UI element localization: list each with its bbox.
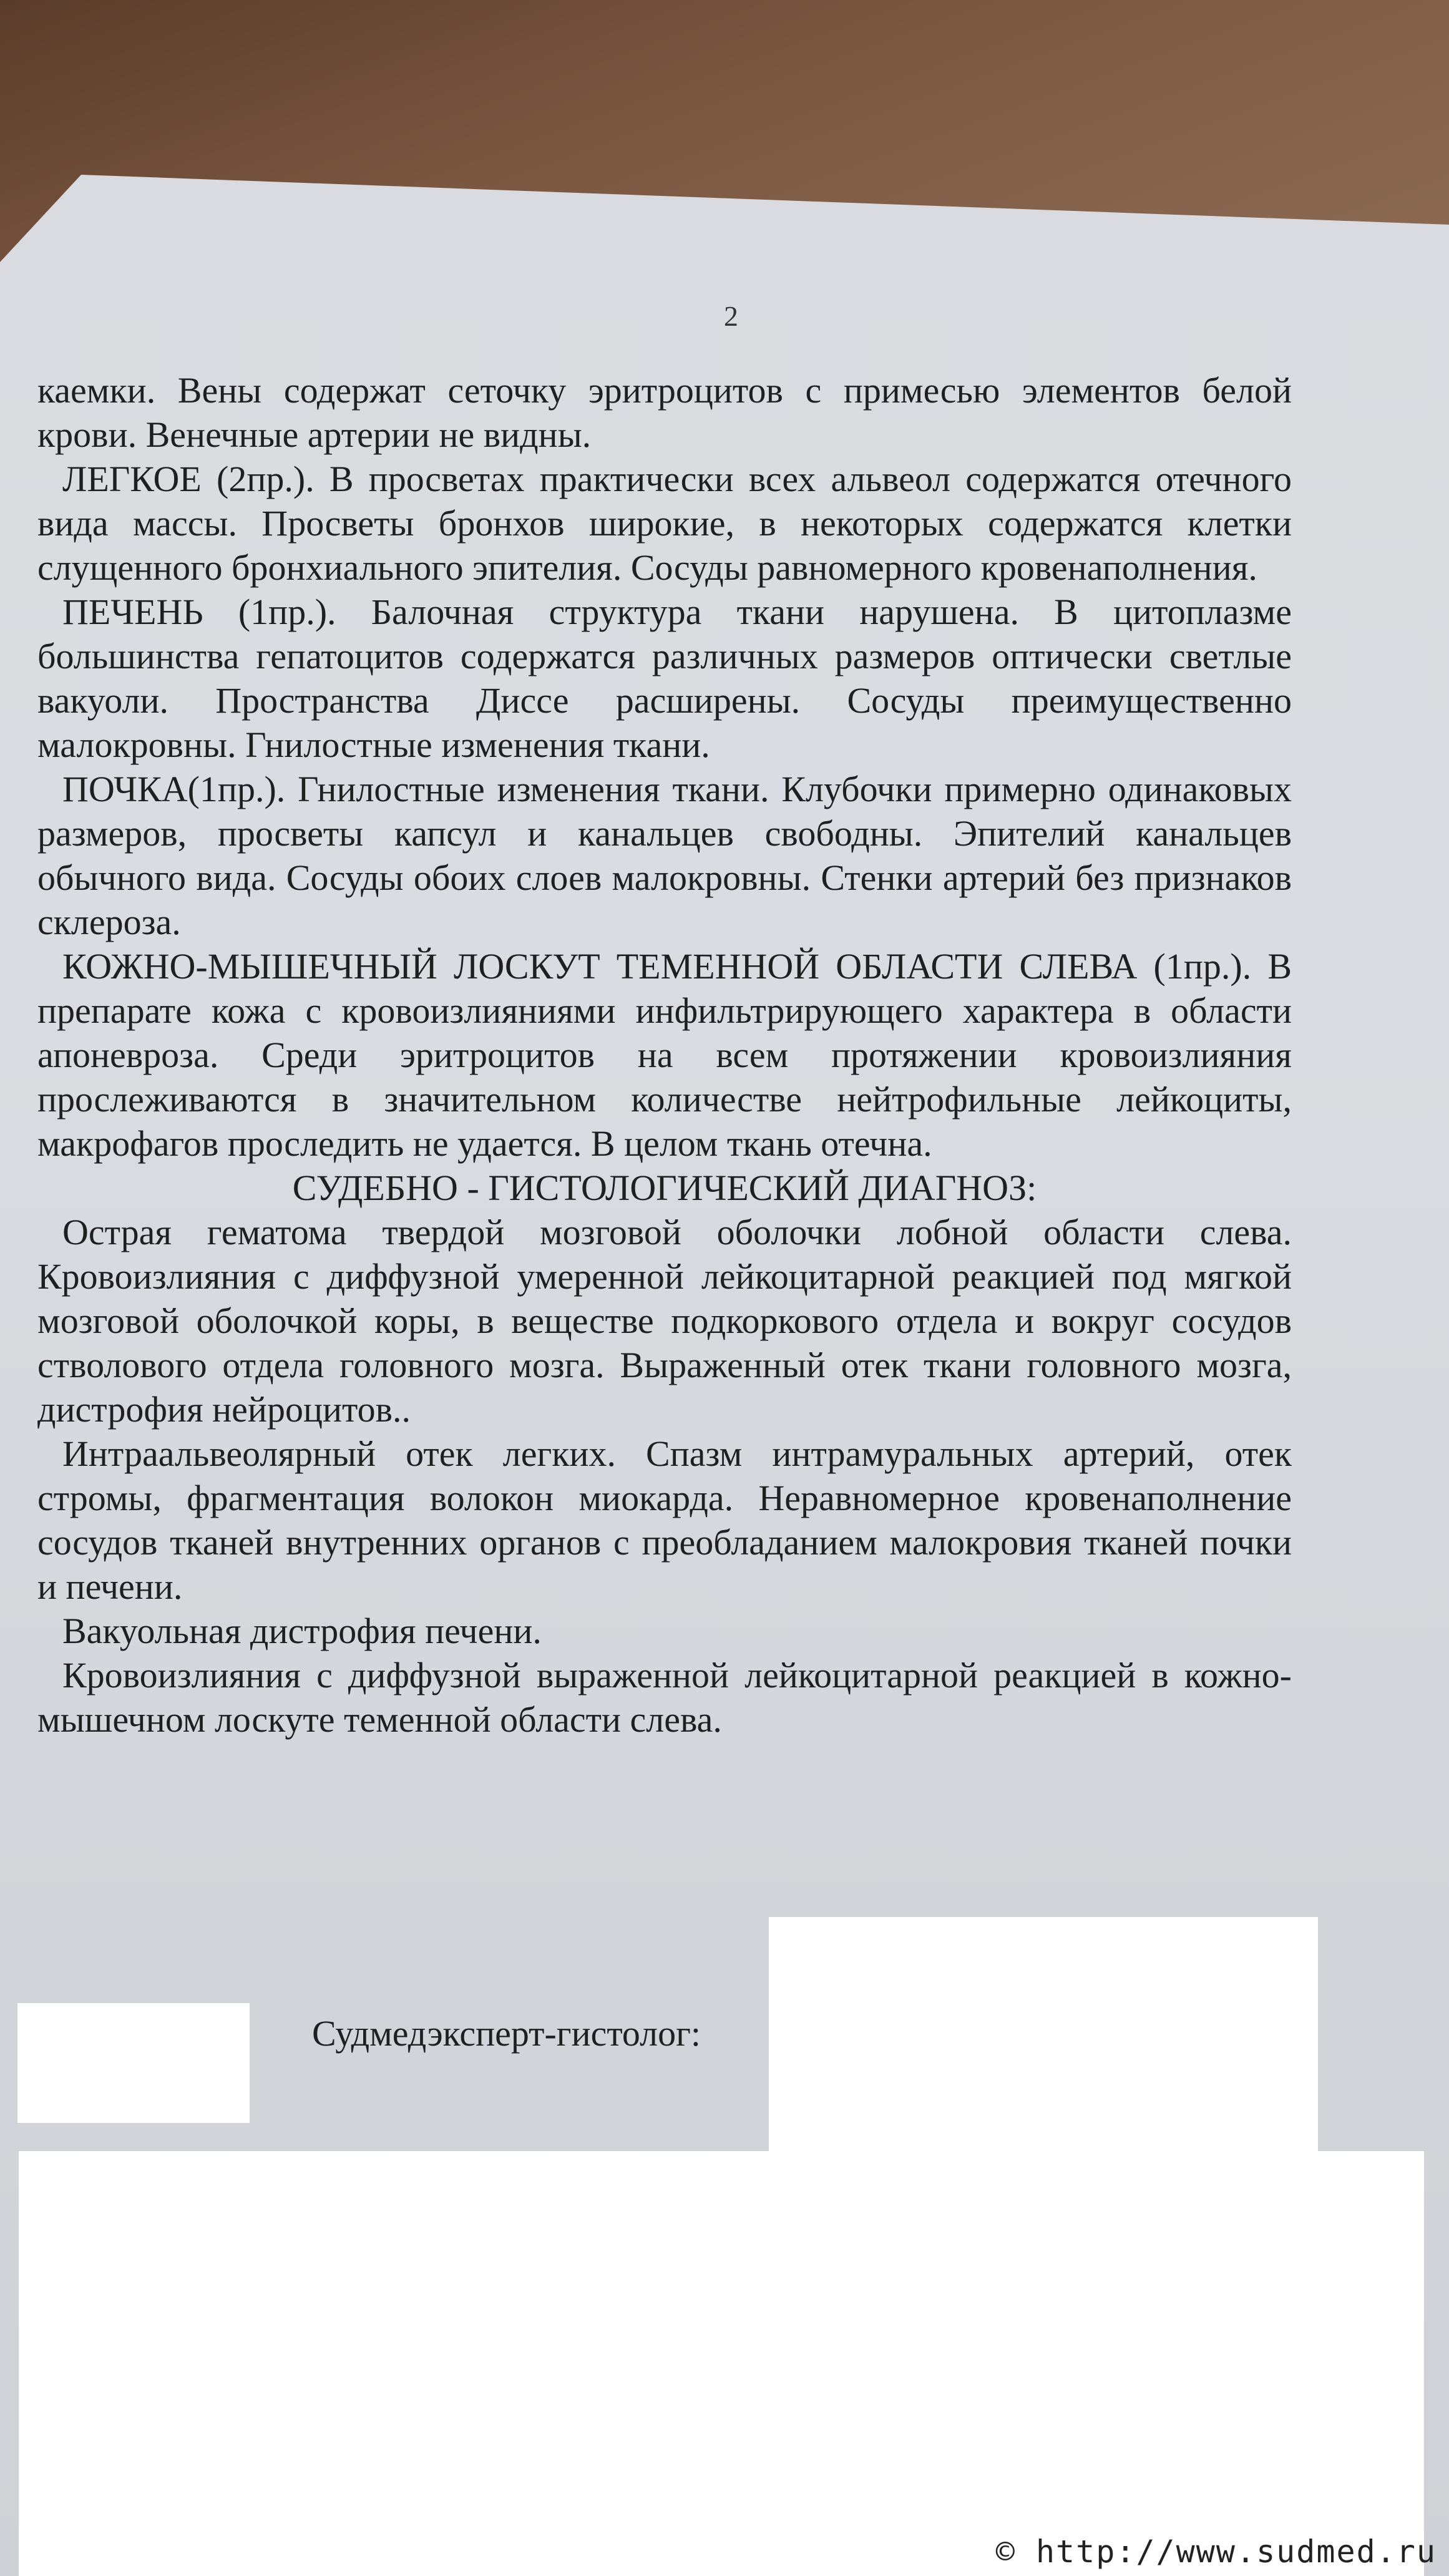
paragraph-kidney: ПОЧКА(1пр.). Гнилостные изменения ткани. Клубочки примерно одинаковых размеров, просветы капсул и канальцев свободны. Эпителий канальцев обычного вида. Сосуды обоих слоев малокровны. Стенки артерий без признаков склероза.	[37, 769, 1292, 942]
diagnosis-brain: Острая гематома твердой мозговой оболочки лобной области слева. Кровоизлияния с диффузной умеренной лейкоцитарной реакцией под мягкой мозговой оболочкой коры, в веществе подкоркового отдела и вокруг сосудов стволового отдела головного мозга. Выраженный отек ткани головного мозга, дистрофия нейроцитов..	[37, 1212, 1292, 1430]
watermark: © http://www.sudmed.ru	[995, 2534, 1437, 2570]
redaction-box-bottom	[19, 2151, 1424, 2576]
redaction-box-left	[17, 2003, 250, 2123]
diagnosis-organs: Интраальвеолярный отек легких. Спазм интрамуральных артерий, отек стромы, фрагментация волокон миокарда. Неравномерное кровенаполнение сосудов тканей внутренних органов с преобладанием малокровия тканей почки и печени.	[37, 1433, 1292, 1607]
redaction-box-right	[769, 1917, 1318, 2151]
findings-section	[37, 368, 1292, 1742]
paragraph-lung: ЛЕГКОЕ (2пр.). В просветах практически всех альвеол содержатся отечного вида массы. Просветы бронхов широкие, в некоторых содержатся клетки слущенного бронхиального эпителия. Сосуды равномерного кровенаполнения.	[37, 459, 1292, 588]
page-number: 2	[724, 300, 738, 332]
paragraph-skin-flap: КОЖНО-МЫШЕЧНЫЙ ЛОСКУТ ТЕМЕННОЙ ОБЛАСТИ СЛЕВА (1пр.). В препарате кожа с кровоизлияниями инфильтрирующего характера в области апоневроза. Среди эритроцитов на всем протяжении кровоизлияния прослеживаются в значительном количестве нейтрофильные лейкоциты, макрофагов проследить не удается. В целом ткань отечна.	[37, 946, 1292, 1164]
diagnosis-skin: Кровоизлияния с диффузной выраженной лейкоцитарной реакцией в кожно-мышечном лоскуте теменной области слева.	[37, 1655, 1292, 1740]
paragraph-liver: ПЕЧЕНЬ (1пр.). Балочная структура ткани нарушена. В цитоплазме большинства гепатоцитов содержатся различных размеров оптически светлые вакуоли. Пространства Диссе расширены. Сосуды преимущественно малокровны. Гнилостные изменения ткани.	[37, 592, 1292, 765]
signature-label: Судмедэксперт-гистолог:	[312, 2013, 701, 2054]
diagnosis-liver: Вакуольная дистрофия печени.	[62, 1611, 542, 1651]
diagnosis-heading: СУДЕБНО - ГИСТОЛОГИЧЕСКИЙ ДИАГНОЗ:	[292, 1168, 1037, 1208]
paragraph-heart-end: каемки. Вены содержат сеточку эритроцитов с примесью элементов белой крови. Венечные артерии не видны.	[37, 370, 1292, 455]
